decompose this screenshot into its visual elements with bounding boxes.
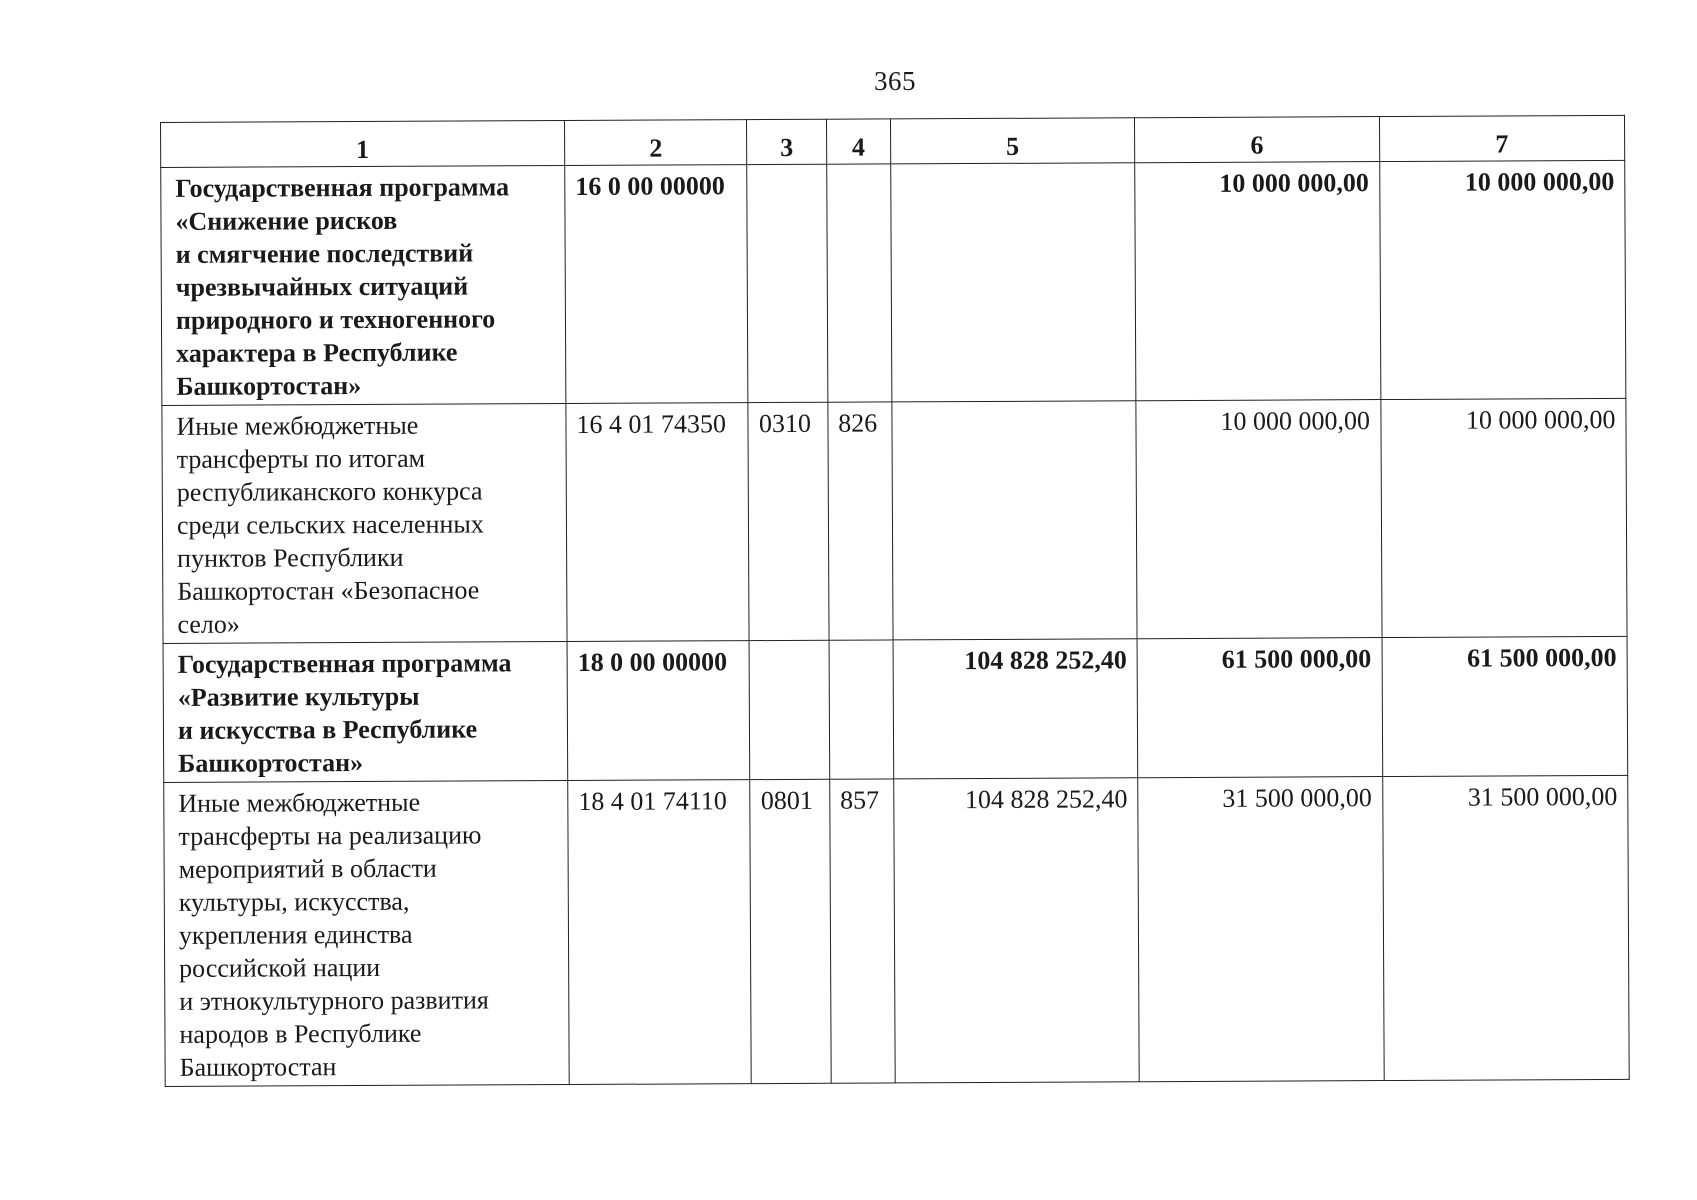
row-amount-col5 [891, 163, 1137, 402]
column-header-3: 3 [747, 119, 827, 164]
budget-table [160, 115, 1630, 1087]
budget-table-container [160, 115, 1630, 1087]
row-group-code: 826 [828, 402, 893, 640]
row-section-code [749, 640, 829, 779]
column-header-5: 5 [890, 118, 1135, 164]
row-amount-col7: 31 500 000,00 [1382, 775, 1629, 1080]
table-row [163, 636, 1628, 782]
row-amount-col7: 10 000 000,00 [1379, 160, 1626, 399]
row-group-code [826, 164, 891, 402]
column-header-6: 6 [1135, 117, 1380, 163]
row-target-code: 18 4 01 74110 [568, 780, 752, 1085]
row-amount-col6: 31 500 000,00 [1138, 777, 1384, 1082]
row-amount-col5: 104 828 252,40 [894, 778, 1140, 1083]
row-group-code [829, 640, 894, 779]
row-amount-col5: 104 828 252,40 [893, 639, 1138, 779]
row-group-code: 857 [829, 779, 895, 1083]
row-description: Иные межбюджетные трансферты на реализацию мероприятий в области культуры, искусства, укрепления единства российской нации и этнокультурного развития народов в Республике Башкортостан [164, 781, 569, 1087]
table-row [161, 160, 1626, 405]
column-header-7: 7 [1379, 115, 1625, 161]
row-amount-col7: 61 500 000,00 [1382, 636, 1628, 776]
row-amount-col6: 61 500 000,00 [1137, 638, 1382, 778]
page-number: 365 [874, 66, 916, 96]
row-amount-col7: 10 000 000,00 [1380, 398, 1627, 637]
row-target-code: 16 4 01 74350 [566, 403, 750, 642]
row-amount-col6: 10 000 000,00 [1136, 400, 1382, 639]
row-section-code: 0801 [750, 779, 831, 1083]
column-header-2: 2 [564, 120, 747, 166]
row-amount-col5 [892, 401, 1138, 640]
row-description: Государственная программа «Развитие культуры и искусства в Республике Башкортостан» [163, 642, 568, 783]
table-row [162, 398, 1627, 643]
row-target-code: 16 0 00 00000 [565, 165, 749, 404]
column-header-4: 4 [826, 119, 890, 164]
table-row [164, 775, 1629, 1086]
row-amount-col6: 10 000 000,00 [1135, 162, 1381, 401]
row-section-code: 0310 [748, 402, 828, 640]
row-section-code [747, 164, 827, 402]
column-header-1: 1 [161, 121, 565, 168]
row-description: Иные межбюджетные трансферты по итогам республиканского конкурса среди сельских населенных пунктов Республики Башкортостан «Безопасное село» [162, 404, 567, 644]
row-target-code: 18 0 00 00000 [567, 641, 750, 781]
row-description: Государственная программа «Снижение рисков и смягчение последствий чрезвычайных ситуаций природного и техногенного характера в Республике Башкортостан» [161, 166, 566, 406]
header-row [161, 115, 1625, 167]
